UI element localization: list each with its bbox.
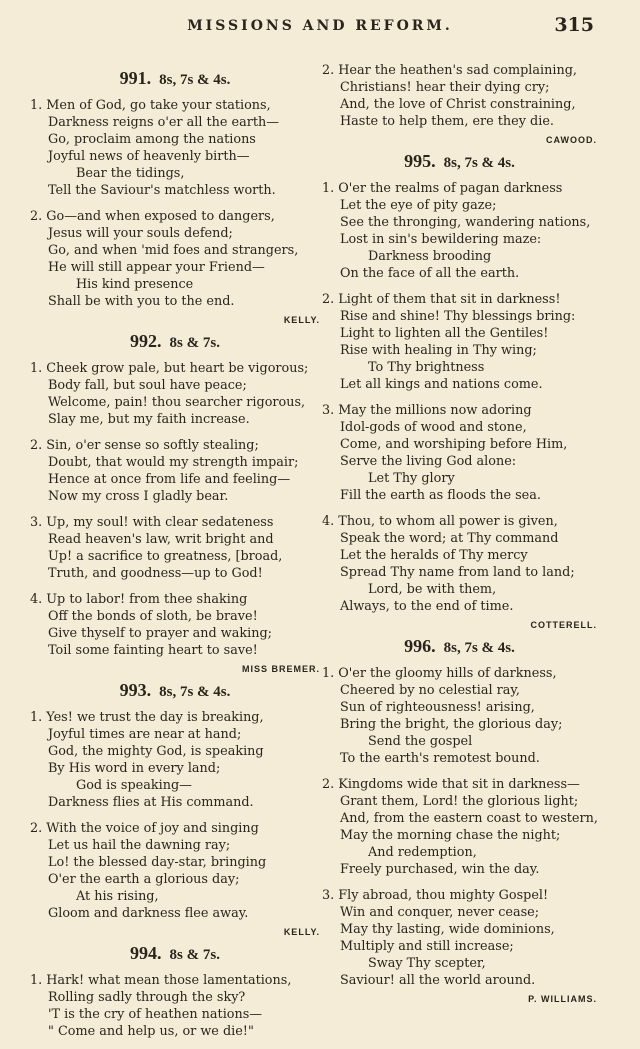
verse-line: 2. With the voice of joy and singing xyxy=(30,821,259,836)
stanza xyxy=(30,820,320,922)
stanza xyxy=(322,513,597,615)
stanza xyxy=(30,208,320,310)
verse-line: Let the eye of pity gaze; xyxy=(340,198,497,213)
verse-line: Give thyself to prayer and waking; xyxy=(48,626,272,641)
verse-line: 1. Hark! what mean those lamentations, xyxy=(30,973,292,988)
verse-line: Rise with healing in Thy wing; xyxy=(340,343,537,358)
verse-line: 2. Light of them that sit in darkness! xyxy=(322,292,561,307)
stanza xyxy=(30,972,320,1040)
verse-line: 4. Thou, to whom all power is given, xyxy=(322,514,558,529)
verse-line: Win and conquer, never cease; xyxy=(340,905,540,920)
hymn-heading xyxy=(30,68,320,89)
verse-line: Body fall, but soul have peace; xyxy=(48,378,247,393)
verse-line: Now my cross I gladly bear. xyxy=(48,489,229,504)
verse-line: 2. Sin, o'er sense so softly stealing; xyxy=(30,438,259,453)
hymn-number: 994. xyxy=(130,943,162,963)
hymn-author: KELLY. xyxy=(283,315,320,325)
hymn-h994b xyxy=(322,62,597,145)
verse-line: Serve the living God alone: xyxy=(340,454,517,469)
verse-line: On the face of all the earth. xyxy=(340,266,520,281)
hymn-number: 991. xyxy=(119,68,152,88)
stanza xyxy=(30,514,320,582)
stanza xyxy=(30,360,320,428)
verse-line: His kind presence xyxy=(76,277,194,292)
verse-line: Rise and shine! Thy blessings bring: xyxy=(340,309,576,324)
verse-line: Tell the Saviour's matchless worth. xyxy=(48,183,276,198)
stanza xyxy=(322,402,597,504)
hymn-meter: 8s, 7s & 4s. xyxy=(443,640,515,656)
verse-line: Lord, be with them, xyxy=(368,582,497,597)
verse-line: Joyful times are near at hand; xyxy=(48,727,242,742)
verse-line: Darkness reigns o'er all the earth— xyxy=(48,115,280,130)
verse-line: Idol-gods of wood and stone, xyxy=(340,420,527,435)
verse-line: 1. Cheek grow pale, but heart be vigorous; xyxy=(30,361,309,376)
hymn-heading xyxy=(30,680,320,701)
stanza xyxy=(30,437,320,505)
verse-line: Gloom and darkness flee away. xyxy=(48,906,249,921)
hymn-author: COTTERELL. xyxy=(530,620,597,630)
hymn-h991 xyxy=(30,68,320,325)
verse-line: " Come and help us, or we die!" xyxy=(48,1024,254,1039)
stanza xyxy=(30,709,320,811)
verse-line: 2. Go—and when exposed to dangers, xyxy=(30,209,275,224)
verse-line: To the earth's remotest bound. xyxy=(340,751,540,766)
verse-line: Toil some fainting heart to save! xyxy=(48,643,258,658)
verse-line: Shall be with you to the end. xyxy=(48,294,235,309)
hymn-h992 xyxy=(30,331,320,674)
stanza xyxy=(322,291,597,393)
page-number: 315 xyxy=(554,14,594,36)
hymn-h993 xyxy=(30,680,320,937)
hymn-heading xyxy=(322,151,597,172)
hymn-number: 996. xyxy=(404,636,436,656)
hymn-number: 995. xyxy=(404,151,436,171)
verse-line: Bear the tidings, xyxy=(76,166,185,181)
verse-line: Sway Thy scepter, xyxy=(368,956,486,971)
verse-line: Bring the bright, the glorious day; xyxy=(340,717,563,732)
verse-line: Come, and worshiping before Him, xyxy=(340,437,568,452)
verse-line: Always, to the end of time. xyxy=(340,599,514,614)
verse-line: Multiply and still increase; xyxy=(340,939,514,954)
verse-line: Haste to help them, ere they die. xyxy=(340,114,554,129)
hymn-meter: 8s, 7s & 4s. xyxy=(159,72,231,88)
hymn-meter: 8s & 7s. xyxy=(169,335,220,351)
verse-line: Freely purchased, win the day. xyxy=(340,862,540,877)
verse-line: Read heaven's law, writ bright and xyxy=(48,532,274,547)
hymn-author: KELLY. xyxy=(283,927,320,937)
verse-line: Go, and when 'mid foes and strangers, xyxy=(48,243,299,258)
hymn-number: 993. xyxy=(119,680,152,700)
verse-line: Doubt, that would my strength impair; xyxy=(48,455,299,470)
stanza xyxy=(322,776,597,878)
hymn-author: MISS BREMER. xyxy=(241,664,320,674)
verse-line: Send the gospel xyxy=(368,734,473,749)
verse-line: Lo! the blessed day-star, bringing xyxy=(48,855,267,870)
verse-line: 3. Fly abroad, thou mighty Gospel! xyxy=(322,888,549,903)
verse-line: 3. May the millions now adoring xyxy=(322,403,532,418)
verse-line: May the morning chase the night; xyxy=(340,828,561,843)
verse-line: O'er the earth a glorious day; xyxy=(48,872,240,887)
verse-line: Truth, and goodness—up to God! xyxy=(48,566,263,581)
running-header: MISSIONS AND REFORM. xyxy=(187,18,453,34)
verse-line: Cheered by no celestial ray, xyxy=(340,683,520,698)
hymn-h996 xyxy=(322,636,597,1004)
verse-line: Hence at once from life and feeling— xyxy=(48,472,291,487)
verse-line: Joyful news of heavenly birth— xyxy=(48,149,250,164)
verse-line: Welcome, pain! thou searcher rigorous, xyxy=(48,395,306,410)
verse-line: 4. Up to labor! from thee shaking xyxy=(30,592,248,607)
verse-line: Lost in sin's bewildering maze: xyxy=(340,232,542,247)
verse-line: 1. Yes! we trust the day is breaking, xyxy=(30,710,264,725)
verse-line: Sun of righteousness! arising, xyxy=(340,700,535,715)
hymn-number: 992. xyxy=(130,331,162,351)
verse-line: Spread Thy name from land to land; xyxy=(340,565,575,580)
verse-line: God, the mighty God, is speaking xyxy=(48,744,264,759)
verse-line: 2. Kingdoms wide that sit in darkness— xyxy=(322,777,580,792)
hymn-heading xyxy=(30,943,320,964)
verse-line: 1. O'er the gloomy hills of darkness, xyxy=(322,666,557,681)
verse-line: 1. O'er the realms of pagan darkness xyxy=(322,181,563,196)
verse-line: At his rising, xyxy=(76,889,159,904)
verse-line: God is speaking— xyxy=(76,778,192,793)
verse-line: Darkness brooding xyxy=(368,249,492,264)
verse-line: And, from the eastern coast to western, xyxy=(340,811,598,826)
stanza xyxy=(322,62,597,130)
verse-line: Go, proclaim among the nations xyxy=(48,132,256,147)
verse-line: See the thronging, wandering nations, xyxy=(340,215,591,230)
verse-line: He will still appear your Friend— xyxy=(48,260,265,275)
verse-line: Rolling sadly through the sky? xyxy=(48,990,246,1005)
verse-line: Let the heralds of Thy mercy xyxy=(340,548,528,563)
hymn-meter: 8s, 7s & 4s. xyxy=(159,684,231,700)
hymn-heading xyxy=(322,636,597,657)
hymn-h994 xyxy=(30,943,320,1040)
stanza xyxy=(322,180,597,282)
verse-line: Off the bonds of sloth, be brave! xyxy=(48,609,258,624)
hymn-author: P. WILLIAMS. xyxy=(528,994,597,1004)
verse-line: Christians! hear their dying cry; xyxy=(340,80,550,95)
hymn-meter: 8s, 7s & 4s. xyxy=(443,155,515,171)
verse-line: Grant them, Lord! the glorious light; xyxy=(340,794,579,809)
verse-line: And redemption, xyxy=(368,845,477,860)
hymn-meter: 8s & 7s. xyxy=(169,947,220,963)
verse-line: Fill the earth as floods the sea. xyxy=(340,488,541,503)
verse-line: Let Thy glory xyxy=(368,471,455,486)
stanza xyxy=(30,591,320,659)
stanza xyxy=(322,665,597,767)
verse-line: Slay me, but my faith increase. xyxy=(48,412,250,427)
hymn-heading xyxy=(30,331,320,352)
verse-line: Up! a sacrifice to greatness, [broad, xyxy=(48,549,283,564)
verse-line: Let all kings and nations come. xyxy=(340,377,543,392)
verse-line: Jesus will your souls defend; xyxy=(48,226,233,241)
verse-line: Darkness flies at His command. xyxy=(48,795,254,810)
hymn-h995 xyxy=(322,151,597,630)
left-column xyxy=(30,62,320,1049)
verse-line: Saviour! all the world around. xyxy=(340,973,536,988)
verse-line: Light to lighten all the Gentiles! xyxy=(340,326,549,341)
stanza xyxy=(322,887,597,989)
verse-line: 1. Men of God, go take your stations, xyxy=(30,98,271,113)
stanza xyxy=(30,97,320,199)
right-column xyxy=(322,62,597,1010)
verse-line: 'T is the cry of heathen nations— xyxy=(48,1007,263,1022)
verse-line: By His word in every land; xyxy=(48,761,221,776)
verse-line: To Thy brightness xyxy=(368,360,485,375)
verse-line: 3. Up, my soul! with clear sedateness xyxy=(30,515,274,530)
verse-line: May thy lasting, wide dominions, xyxy=(340,922,555,937)
hymn-author: CAWOOD. xyxy=(546,135,597,145)
verse-line: Let us hail the dawning ray; xyxy=(48,838,231,853)
verse-line: 2. Hear the heathen's sad complaining, xyxy=(322,63,577,78)
verse-line: And, the love of Christ constraining, xyxy=(340,97,576,112)
verse-line: Speak the word; at Thy command xyxy=(340,531,559,546)
